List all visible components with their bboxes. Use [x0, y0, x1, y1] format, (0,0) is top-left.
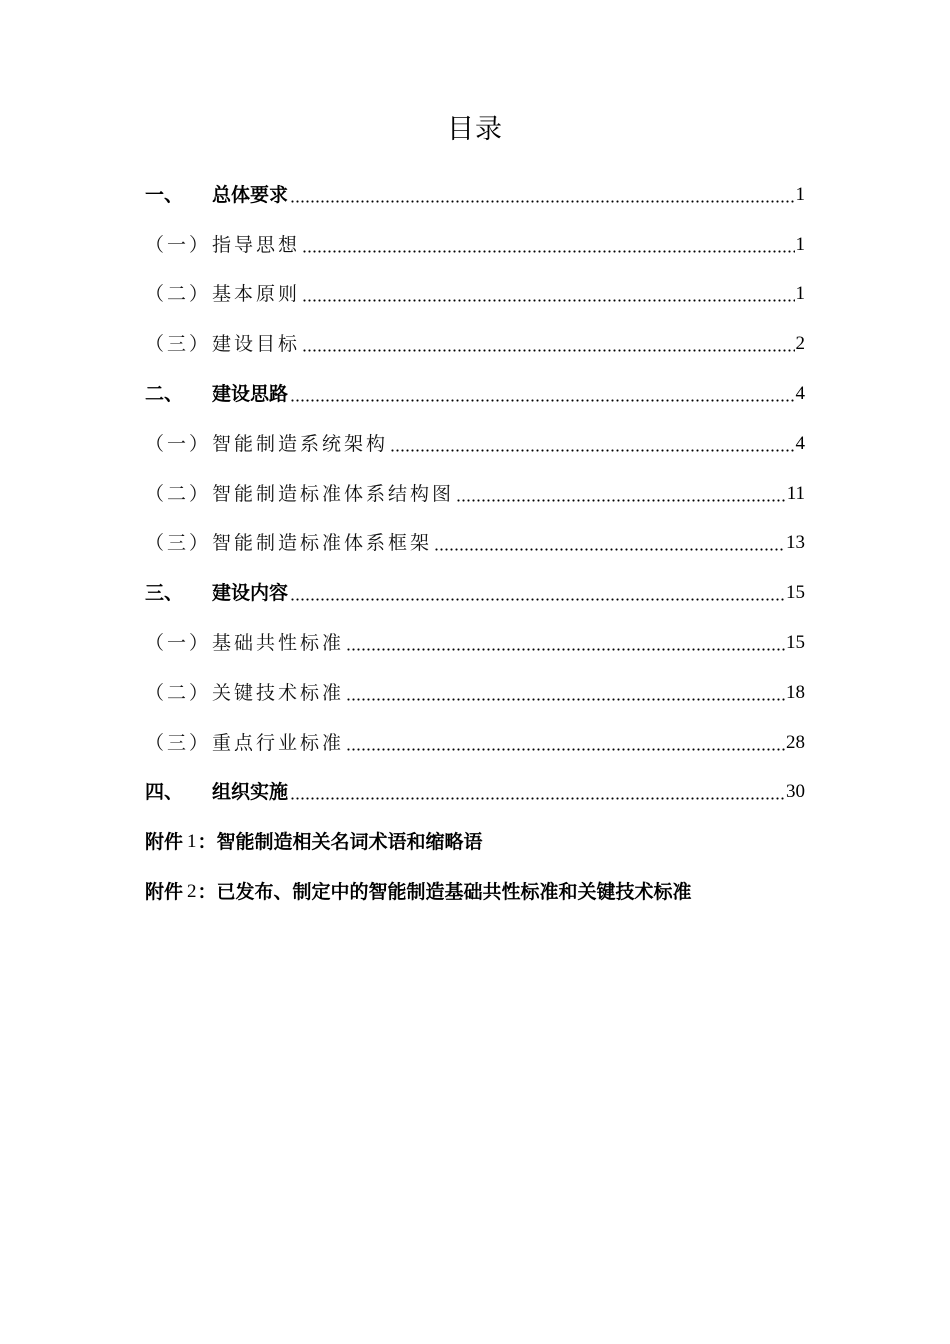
- toc-page-number: 11: [786, 482, 805, 504]
- toc-entry-number: 三、: [145, 582, 184, 605]
- toc-chapter-entry[interactable]: [145, 568, 805, 618]
- appendix-entry[interactable]: [145, 867, 805, 917]
- toc-entry-title: 总体要求: [212, 183, 289, 206]
- toc-dot-leader: [290, 598, 785, 601]
- table-of-contents: [145, 170, 805, 917]
- toc-entries: [145, 170, 805, 817]
- toc-section-entry[interactable]: [145, 319, 805, 369]
- toc-dot-leader: [302, 250, 794, 253]
- toc-entry-title: 建设内容: [212, 582, 289, 605]
- toc-entry-number: （三）: [145, 333, 212, 356]
- toc-entry-number: （二）: [145, 482, 212, 505]
- toc-entry-title: 基础共性标准: [212, 631, 345, 654]
- toc-dot-leader: [290, 399, 794, 402]
- toc-dot-leader: [302, 349, 794, 352]
- toc-entry-title: 智能制造标准体系框架: [212, 532, 433, 555]
- appendix-separator: ：: [197, 831, 217, 854]
- appendix-number: 1: [187, 831, 197, 853]
- toc-page-number: 1: [795, 233, 805, 255]
- toc-entry-title: 重点行业标准: [212, 731, 345, 754]
- toc-page-number: 13: [786, 532, 805, 554]
- toc-page-number: 4: [795, 432, 805, 454]
- toc-section-entry[interactable]: [145, 469, 805, 519]
- toc-chapter-entry[interactable]: [145, 170, 805, 220]
- toc-dot-leader: [456, 499, 786, 502]
- toc-page-number: 1: [795, 283, 805, 305]
- toc-entry-number: （一）: [145, 631, 212, 654]
- toc-entry-number: （一）: [145, 432, 212, 455]
- toc-section-entry[interactable]: [145, 519, 805, 569]
- toc-entry-title: 关键技术标准: [212, 681, 345, 704]
- toc-page-number: 15: [786, 582, 805, 604]
- toc-entry-title: 建设思路: [212, 382, 289, 405]
- toc-chapter-entry[interactable]: [145, 369, 805, 419]
- appendix-entry[interactable]: [145, 817, 805, 867]
- appendix-separator: ：: [197, 880, 217, 903]
- toc-section-entry[interactable]: [145, 718, 805, 768]
- toc-page-number: 1: [795, 183, 805, 205]
- toc-entry-number: （二）: [145, 283, 212, 306]
- toc-page-number: 28: [786, 731, 805, 753]
- toc-entry-number: （三）: [145, 532, 212, 555]
- toc-section-entry[interactable]: [145, 220, 805, 270]
- toc-section-entry[interactable]: [145, 668, 805, 718]
- toc-entry-number: 一、: [145, 183, 184, 206]
- toc-entry-title: 组织实施: [212, 781, 289, 804]
- appendix-label: 附件: [145, 831, 184, 854]
- appendix-title: 智能制造相关名词术语和缩略语: [216, 831, 483, 854]
- toc-dot-leader: [302, 299, 794, 302]
- appendix-label: 附件: [145, 880, 184, 903]
- appendix-list: [145, 817, 805, 917]
- toc-page-number: 15: [786, 631, 805, 653]
- toc-dot-leader: [346, 698, 785, 701]
- toc-entry-number: （三）: [145, 731, 212, 754]
- toc-page-number: 18: [786, 681, 805, 703]
- toc-entry-title: 指导思想: [212, 233, 301, 256]
- toc-section-entry[interactable]: [145, 618, 805, 668]
- toc-page-number: 2: [795, 333, 805, 355]
- toc-dot-leader: [434, 548, 785, 551]
- toc-entry-number: （一）: [145, 233, 212, 256]
- toc-entry-title: 智能制造系统架构: [212, 432, 389, 455]
- toc-entry-title: 智能制造标准体系结构图: [212, 482, 455, 505]
- toc-dot-leader: [346, 648, 785, 651]
- toc-dot-leader: [290, 797, 785, 800]
- toc-entry-number: （二）: [145, 681, 212, 704]
- toc-entry-number: 四、: [145, 781, 184, 804]
- toc-dot-leader: [290, 200, 794, 203]
- toc-entry-title: 建设目标: [212, 333, 301, 356]
- toc-chapter-entry[interactable]: [145, 768, 805, 818]
- toc-page-number: 4: [795, 382, 805, 404]
- appendix-title: 已发布、制定中的智能制造基础共性标准和关键技术标准: [216, 880, 692, 903]
- toc-entry-title: 基本原则: [212, 283, 301, 306]
- toc-section-entry[interactable]: [145, 419, 805, 469]
- toc-page-number: 30: [786, 781, 805, 803]
- page-title: 目录: [447, 114, 503, 145]
- toc-section-entry[interactable]: [145, 270, 805, 320]
- toc-entry-number: 二、: [145, 382, 184, 405]
- appendix-number: 2: [187, 880, 197, 902]
- toc-dot-leader: [346, 748, 785, 751]
- toc-dot-leader: [390, 449, 794, 452]
